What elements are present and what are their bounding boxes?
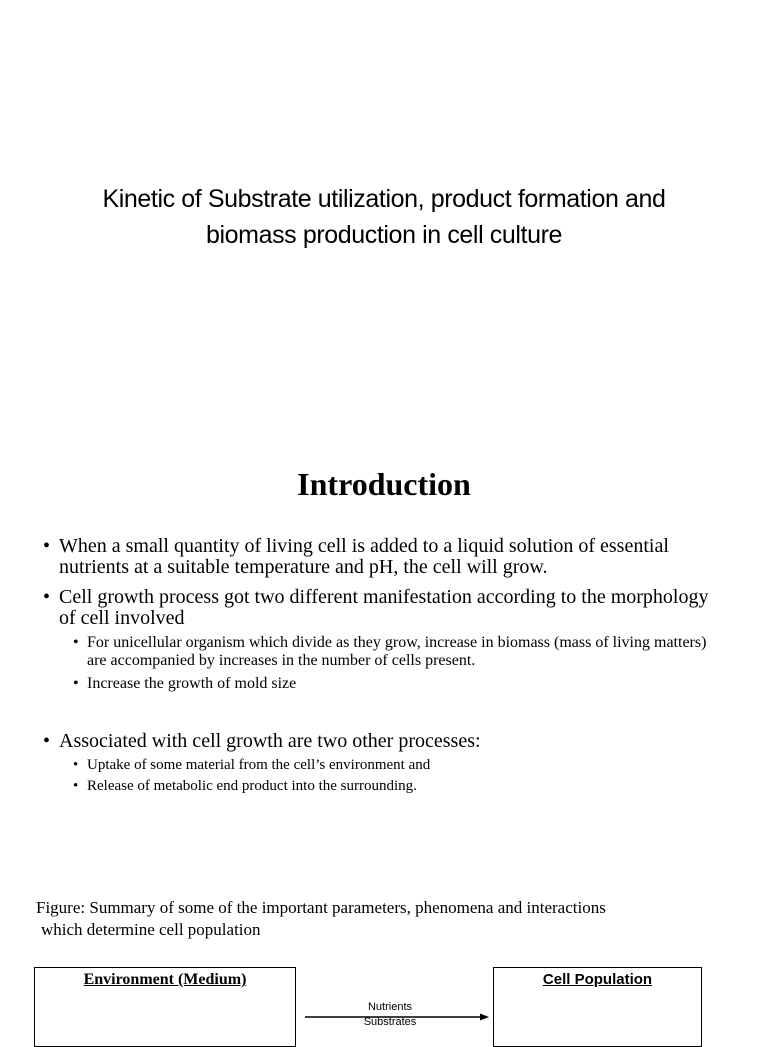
arrow-label-nutrients: Nutrients [367, 1001, 413, 1013]
bullet-text: Increase the growth of mold size [87, 675, 297, 692]
bullet-marker: • [43, 535, 51, 557]
bullet-item [43, 536, 719, 578]
sub-bullet-item [73, 634, 727, 670]
arrow-head [480, 1014, 489, 1021]
bullet-text: When a small quantity of living cell is added to a liquid solution of essential nutrients at a suitable temperature and pH, the cell will grow. [59, 535, 669, 578]
sub-bullet-item [73, 756, 727, 774]
environment-box-label: Environment (Medium) [83, 971, 247, 988]
bullet-marker: • [73, 778, 79, 794]
bullet-marker: • [73, 634, 79, 651]
figure-caption-line-2: which determine cell population [41, 920, 261, 939]
figure-caption [36, 897, 736, 941]
title-line-2: biomass production in cell culture [205, 221, 563, 249]
arrow-label-substrates: Substrates [363, 1016, 417, 1028]
bullet-text: Cell growth process got two different manifestation according to the morphology of cell involved [59, 586, 709, 629]
sub-bullet-item [73, 675, 727, 693]
figure-caption-line-1: : Summary of some of the important parameters, phenomena and interactions [80, 898, 606, 917]
bullet-marker: • [43, 730, 51, 752]
section-heading: Introduction [297, 466, 471, 502]
bullet-text: Associated with cell growth are two other processes: [59, 730, 481, 752]
cell-population-box-label: Cell Population [542, 971, 653, 988]
sub-bullet-item [73, 777, 727, 795]
bullet-text: Uptake of some material from the cell’s environment and [87, 757, 431, 773]
figure-label: Figure [36, 898, 81, 917]
slide-title [20, 181, 748, 253]
bullet-text: For unicellular organism which divide as they grow, increase in biomass (mass of living matters) are accompanied by increases in the number of cells present. [87, 634, 707, 669]
nutrient-arrow [300, 1010, 492, 1024]
bullet-item [43, 731, 719, 752]
title-line-1: Kinetic of Substrate utilization, product formation and [102, 185, 666, 213]
bullet-text: Release of metabolic end product into the surrounding. [87, 778, 417, 794]
bullet-item [43, 587, 719, 629]
bullet-marker: • [73, 675, 79, 692]
bullet-marker: • [73, 757, 79, 773]
environment-box [34, 967, 296, 1047]
bullet-marker: • [43, 586, 51, 608]
cell-population-box [493, 967, 702, 1047]
